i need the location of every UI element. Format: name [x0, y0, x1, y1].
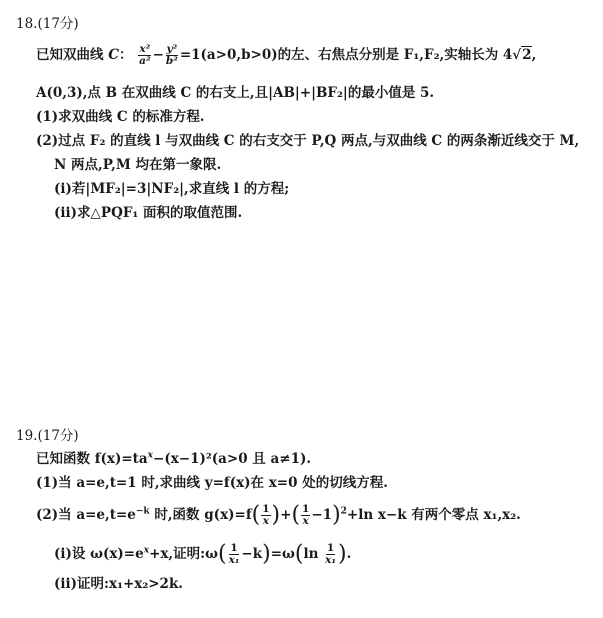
q18-sqrt-arg: 2: [522, 47, 532, 64]
q19-frac-2-den: x: [302, 515, 309, 528]
q18-part1: (1)求双曲线 C 的标准方程.: [36, 109, 205, 125]
q18-frac-x: [138, 44, 151, 67]
q18-frac-y-den: b²: [165, 55, 178, 68]
q18-frac-x-den: a²: [139, 55, 151, 68]
q19-part1: (1)当 a=e,t=1 时,求曲线 y=f(x)在 x=0 处的切线方程.: [36, 475, 388, 491]
q19-sub-i-frac-1: [228, 543, 241, 566]
q19-sub-i-paren-open-2: (: [294, 541, 304, 567]
q19-sub-i-paren-close-2: ): [337, 541, 347, 567]
q18-colon: ：: [118, 47, 133, 64]
q19-part2-text-a: (2)当 a=e,t=e: [36, 507, 136, 524]
q19-stem-text: 已知函数 f(x)=ta: [36, 451, 148, 467]
q18-stem-text2: =1(a>0,b>0)的左、右焦点分别是 F₁,F₂,实轴长为 4: [179, 47, 513, 64]
q18-header: 18.(17分): [16, 16, 79, 32]
q18-part2-line2: N 两点,P,M 均在第一象限.: [54, 157, 222, 173]
q19-plus: +: [280, 507, 292, 524]
q19-sub-i-frac-2: [324, 543, 337, 566]
q19-square: 2: [340, 506, 347, 517]
q18-sub-i: (ⅰ)若|MF₂|=3|NF₂|,求直线 l 的方程;: [54, 181, 290, 197]
q18-frac-x-num: x²: [139, 43, 151, 55]
q19-part2: [36, 504, 521, 527]
q18-stem-line1: [36, 44, 536, 67]
q18-minus: −: [152, 47, 164, 64]
q19-part2-text-c: +ln x−k 有两个零点 x₁,x₂.: [346, 507, 521, 524]
q19-frac-2: [301, 504, 310, 527]
q18-stem-text3: ,: [531, 47, 537, 64]
q18-stem-text1: 已知双曲线: [36, 47, 104, 64]
q19-part2-text-b: 时,函数 g(x)=f: [149, 507, 252, 524]
q19-frac-1: [261, 504, 270, 527]
q19-sub-i-paren-close-1: ): [262, 541, 271, 567]
q19-sub-i-minus-k: −k: [241, 546, 263, 563]
q18-sqrt-sign: √: [512, 47, 522, 64]
q19-paren-open-2: (: [291, 502, 301, 528]
q19-stem-sup: x: [147, 450, 154, 461]
q19-sub-i-frac-2-den: x₁: [325, 554, 336, 567]
q19-stem: [36, 450, 312, 467]
q19-sub-ii: (ⅱ)证明:x₁+x₂>2k.: [54, 576, 184, 592]
q19-sub-i-text-b: +x,证明:ω: [149, 546, 218, 563]
q19-frac-1-num: 1: [262, 503, 270, 515]
q18-frac-y-num: y²: [166, 43, 178, 55]
q19-paren-open-1: (: [251, 502, 261, 528]
q18-stem-line2: A(0,3),点 B 在双曲线 C 的右支上,且|AB|+|BF₂|的最小值是 5.: [36, 85, 435, 101]
q19-stem-rest: −(x−1)²(a>0 且 a≠1).: [153, 451, 312, 467]
q18-curve-name: C: [108, 47, 119, 64]
q19-frac-1-den: x: [262, 515, 269, 528]
q18-sub-ii: (ⅱ)求△PQF₁ 面积的取值范围.: [54, 205, 243, 221]
q19-sub-i-paren-open-1: (: [217, 541, 227, 567]
q19-sub-i-end: .: [346, 546, 352, 563]
q19-sub-i-text-a: (ⅰ)设 ω(x)=e: [54, 546, 144, 563]
q19-sub-i: [54, 543, 351, 566]
q19-sub-i-sup: x: [143, 545, 150, 556]
q19-sub-i-frac-1-num: 1: [230, 542, 238, 554]
q19-paren-close-1: ): [271, 502, 281, 528]
q19-part2-sup: −k: [135, 506, 150, 517]
q19-sub-i-text-c: =ω: [270, 546, 295, 563]
q19-frac-2-num: 1: [302, 503, 310, 515]
q18-frac-y: [165, 44, 179, 67]
q19-sub-i-ln: ln: [303, 546, 324, 563]
q19-header: 19.(17分): [16, 428, 79, 444]
q18-part2-line1: (2)过点 F₂ 的直线 l 与双曲线 C 的右支交于 P,Q 两点,与双曲线 C 的两条渐近线交于 M,: [36, 133, 580, 149]
q19-sub-i-frac-2-num: 1: [326, 542, 335, 554]
q19-paren-close-2: ): [332, 502, 341, 528]
q19-minus-one: −1: [311, 507, 333, 524]
q19-sub-i-frac-1-den: x₁: [228, 554, 240, 567]
